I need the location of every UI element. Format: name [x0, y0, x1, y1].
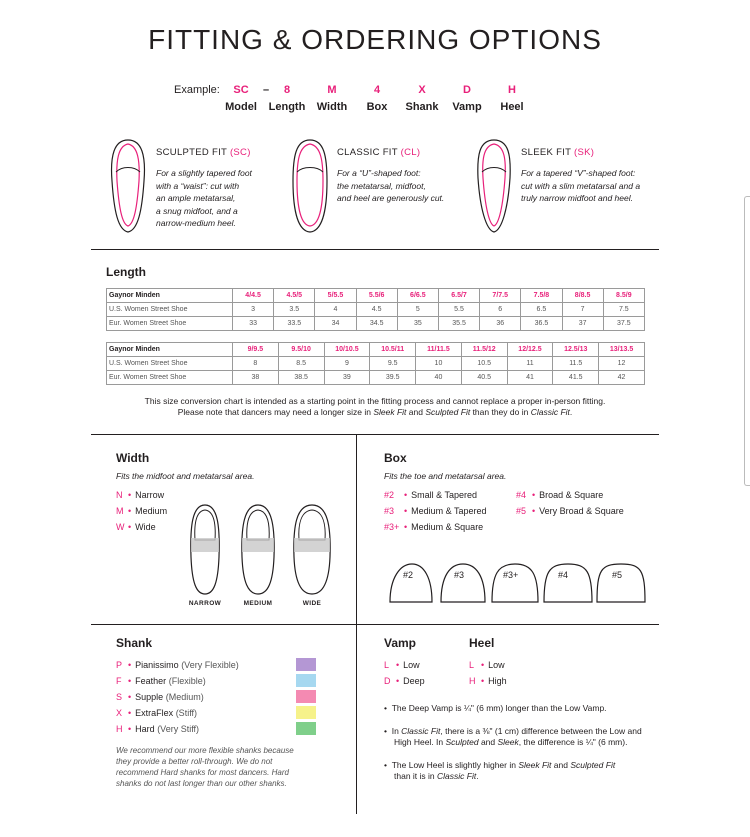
heel-bullet-2: • In Classic Fit, there is a ⅜" (1 cm) difference between the Low and High Heel. In Sculpted and Sleek, the difference is ¼" (6 mm).: [384, 726, 642, 747]
option-label: Low: [403, 660, 420, 670]
bullet-text: and: [551, 760, 571, 770]
note-text: and: [406, 407, 426, 417]
table-cell: 36: [480, 317, 521, 331]
option-label: High: [488, 676, 507, 686]
fit-classic-desc-line: and heel are generously cut.: [337, 193, 445, 203]
fit-classic: [337, 147, 472, 205]
table-cell: 41: [507, 371, 553, 385]
option-code: X: [116, 708, 123, 718]
table-cell: 8.5/9: [603, 289, 644, 303]
table-cell: Gaynor Minden: [107, 343, 233, 357]
box-options-left: [384, 487, 487, 535]
table-cell: 36.5: [521, 317, 562, 331]
table-cell: 12.5/13: [553, 343, 599, 357]
shank-options: [116, 657, 239, 737]
option-code: M: [116, 506, 124, 516]
fit-sleek-desc-line: cut with a slim metatarsal and a: [521, 180, 641, 191]
shank-note-line: We recommend our more flexible shanks because: [116, 746, 294, 755]
option-label: Feather: [135, 676, 167, 686]
box-heading: Box: [384, 451, 407, 465]
example-name-vamp: Vamp: [452, 101, 482, 113]
box-shape-label: #3: [454, 570, 465, 580]
note-text: .: [569, 407, 573, 417]
table-cell: 6.5: [521, 303, 562, 317]
table-cell: U.S. Women Street Shoe: [107, 303, 233, 317]
example-name-heel: Heel: [500, 101, 524, 113]
table-row: [107, 371, 645, 385]
example-label: Example:: [174, 84, 220, 96]
fit-sleek-desc-line: truly narrow midfoot and heel.: [521, 193, 633, 203]
table-cell: 5.5: [438, 303, 479, 317]
bullet-text: Sleek: [497, 737, 519, 747]
note-text: Sleek Fit: [373, 407, 407, 417]
option-detail: (Flexible): [168, 676, 206, 686]
table-cell: 12: [599, 357, 645, 371]
example-code-width: M: [327, 84, 337, 96]
table-cell: 6.5/7: [438, 289, 479, 303]
option-label: Wide: [135, 522, 156, 532]
divider: [91, 249, 659, 250]
length-note: [91, 396, 659, 418]
table-row: [107, 289, 645, 303]
vamp-option: D • Deep: [384, 673, 425, 689]
example-code-shank: X: [418, 84, 426, 96]
box-option: #2 • Small & Tapered: [384, 487, 487, 503]
table-cell: Eur. Women Street Shoe: [107, 317, 233, 331]
bullet-text: In: [391, 726, 402, 736]
table-cell: 7/7.5: [480, 289, 521, 303]
table-cell: 9.5: [370, 357, 416, 371]
length-note-line-2: [91, 407, 659, 418]
table-cell: 5/5.5: [315, 289, 356, 303]
shank-option: X • ExtraFlex (Stiff): [116, 705, 239, 721]
table-cell: Gaynor Minden: [107, 289, 233, 303]
option-detail: (Medium): [165, 692, 204, 702]
table-cell: 3.5: [274, 303, 315, 317]
table-cell: 5: [397, 303, 438, 317]
table-cell: 7.5: [603, 303, 644, 317]
shank-option: H • Hard (Very Stiff): [116, 721, 239, 737]
table-cell: 35: [397, 317, 438, 331]
bullet-text: High Heel. In: [394, 737, 446, 747]
length-table-1: [106, 288, 645, 331]
box-shape-label: #2: [403, 570, 414, 580]
divider: [91, 624, 659, 625]
table-cell: 34.5: [356, 317, 397, 331]
option-label: Medium & Square: [411, 522, 484, 532]
table-cell: 10: [416, 357, 462, 371]
box-shape-label: #5: [612, 570, 623, 580]
example-dash: –: [262, 84, 270, 96]
heel-bullet-3: • The Low Heel is slightly higher in Sleek Fit and Sculpted Fit than it is in Classic Fit.: [384, 760, 616, 781]
option-label: Deep: [403, 676, 425, 686]
bullet-text: Sculpted Fit: [570, 760, 616, 770]
option-code: L: [384, 660, 390, 670]
table-cell: U.S. Women Street Shoe: [107, 357, 233, 371]
table-cell: 12/12.5: [507, 343, 553, 357]
fit-sculpted: [156, 147, 286, 230]
fit-sleek: [521, 147, 661, 205]
width-option: N • Narrow: [116, 487, 167, 503]
table-cell: 39: [324, 371, 370, 385]
width-option: W • Wide: [116, 519, 167, 535]
width-heading: Width: [116, 451, 150, 465]
table-cell: 6: [480, 303, 521, 317]
table-cell: 41.5: [553, 371, 599, 385]
table-cell: 38: [233, 371, 279, 385]
box-shape-label: #4: [558, 570, 569, 580]
option-code: L: [469, 660, 475, 670]
fit-sculpted-desc-line: a snug midfoot, and a: [156, 205, 238, 216]
table-cell: 3: [233, 303, 274, 317]
option-code: #2: [384, 490, 395, 500]
table-cell: 10.5/11: [370, 343, 416, 357]
table-cell: 4.5: [356, 303, 397, 317]
table-cell: 9.5/10: [278, 343, 324, 357]
note-text: than they do in: [470, 407, 531, 417]
divider: [91, 434, 659, 435]
width-options: [116, 487, 167, 535]
option-detail: (Very Stiff): [157, 724, 200, 734]
option-code: P: [116, 660, 123, 670]
fit-sculpted-code: (SC): [229, 147, 251, 158]
option-code: F: [116, 676, 122, 686]
table-cell: 33.5: [274, 317, 315, 331]
option-code: #3: [384, 506, 395, 516]
table-row: [107, 317, 645, 331]
box-shape-label: #3+: [503, 570, 519, 580]
heel-heading: Heel: [469, 636, 495, 650]
option-code: #5: [516, 506, 527, 516]
shank-option: P • Pianissimo (Very Flexible): [116, 657, 239, 673]
bullet-text: , the difference is ¼" (6 mm).: [518, 737, 628, 747]
table-cell: 9/9.5: [233, 343, 279, 357]
box-option: #4 • Broad & Square: [516, 487, 624, 503]
table-cell: 8: [233, 357, 279, 371]
fit-sculpted-desc-line: with a “waist”: cut with: [156, 180, 240, 191]
bullet-text: The Low Heel is slightly higher in: [391, 760, 519, 770]
example-name-width: Width: [316, 101, 348, 113]
table-cell: 11/11.5: [416, 343, 462, 357]
bullet-text: Classic Fit: [401, 726, 441, 736]
shank-note: [116, 745, 294, 789]
option-code: N: [116, 490, 123, 500]
bullet-text: Sculpted: [445, 737, 479, 747]
table-cell: 9: [324, 357, 370, 371]
shank-option: F • Feather (Flexible): [116, 673, 239, 689]
bullet-text: Classic Fit: [437, 771, 477, 781]
example-name-model: Model: [225, 101, 257, 113]
shank-color-swatch: [296, 722, 316, 735]
bullet-text: than it is in: [394, 771, 437, 781]
table-cell: 40.5: [461, 371, 507, 385]
shank-color-swatch: [296, 658, 316, 671]
table-cell: 4.5/5: [274, 289, 315, 303]
fit-classic-name: CLASSIC FIT: [337, 147, 398, 158]
bullet-text: The Deep Vamp is ¼" (6 mm) longer than the Low Vamp.: [391, 703, 607, 713]
table-cell: 8.5: [278, 357, 324, 371]
shank-color-swatch: [296, 690, 316, 703]
box-shapes: [386, 560, 651, 606]
shank-color-swatch: [296, 706, 316, 719]
option-code: #4: [516, 490, 527, 500]
example-code-box: 4: [373, 84, 381, 96]
table-cell: 37.5: [603, 317, 644, 331]
table-cell: 13/13.5: [599, 343, 645, 357]
fit-sculpted-desc-line: For a slightly tapered foot: [156, 168, 252, 178]
table-cell: 10/10.5: [324, 343, 370, 357]
option-label: Narrow: [135, 490, 165, 500]
fit-classic-code: (CL): [400, 147, 421, 158]
option-code: #3+: [384, 522, 400, 532]
table-cell: 42: [599, 371, 645, 385]
fit-sleek-name: SLEEK FIT: [521, 147, 572, 158]
narrow-shoe-icon: [191, 505, 219, 594]
bullet-text: Sleek Fit: [518, 760, 552, 770]
note-text: Please note that dancers may need a longer size in: [177, 407, 374, 417]
width-option: M • Medium: [116, 503, 167, 519]
option-detail: (Stiff): [175, 708, 198, 718]
example-code-heel: H: [508, 84, 516, 96]
fit-classic-desc-line: the metatarsal, midfoot,: [337, 180, 426, 191]
medium-label: MEDIUM: [243, 600, 273, 607]
table-cell: Eur. Women Street Shoe: [107, 371, 233, 385]
bullet-text: and: [478, 737, 498, 747]
table-cell: 40: [416, 371, 462, 385]
fit-classic-desc-line: For a “U”-shaped foot:: [337, 168, 421, 178]
example-name-length: Length: [268, 101, 306, 113]
option-label: Broad & Square: [539, 490, 604, 500]
example-code-model: SC: [233, 84, 249, 96]
narrow-label: NARROW: [188, 600, 222, 607]
table-cell: 33: [233, 317, 274, 331]
table-cell: 38.5: [278, 371, 324, 385]
table-row: [107, 357, 645, 371]
table-row: [107, 303, 645, 317]
length-table-2: [106, 342, 645, 385]
option-label: Hard: [135, 724, 155, 734]
heel-options: [469, 657, 507, 689]
length-note-line-1: This size conversion chart is intended as a starting point in the fitting process and cannot replace a proper in-person fitting.: [144, 396, 606, 406]
option-label: Medium & Tapered: [411, 506, 487, 516]
shank-note-line: shanks do not last longer than our other shanks.: [116, 779, 287, 788]
width-shoes-illustration: [186, 502, 346, 598]
option-code: W: [116, 522, 125, 532]
length-heading: Length: [106, 265, 146, 279]
option-code: S: [116, 692, 123, 702]
option-code: H: [116, 724, 123, 734]
shank-heading: Shank: [116, 636, 153, 650]
heel-option: L • Low: [469, 657, 507, 673]
option-label: Medium: [135, 506, 168, 516]
shank-color-swatch: [296, 674, 316, 687]
table-cell: 39.5: [370, 371, 416, 385]
table-cell: 5.5/6: [356, 289, 397, 303]
example-name-shank: Shank: [405, 101, 439, 113]
box-subtitle: Fits the toe and metatarsal area.: [384, 471, 507, 481]
option-label: ExtraFlex: [135, 708, 174, 718]
table-cell: 7: [562, 303, 603, 317]
table-cell: 8/8.5: [562, 289, 603, 303]
shank-note-line: recommend Hard shanks for most dancers. Hard: [116, 768, 289, 777]
table-cell: 11: [507, 357, 553, 371]
fit-sculpted-desc-line: narrow-medium heel.: [156, 218, 236, 228]
table-cell: 11.5: [553, 357, 599, 371]
bullet-text: , there is a ⅜" (1 cm) difference between the Low and: [440, 726, 642, 736]
vamp-options: [384, 657, 425, 689]
medium-shoe-icon: [242, 505, 274, 594]
box-option: #3+ • Medium & Square: [384, 519, 487, 535]
fit-sculpted-name: SCULPTED FIT: [156, 147, 227, 158]
sculpted-shoe-icon: [108, 136, 148, 236]
box-options-right: [516, 487, 624, 519]
page-title: FITTING & ORDERING OPTIONS: [148, 24, 602, 55]
fit-sleek-desc-line: For a tapered “V”-shaped foot:: [521, 168, 636, 178]
option-label: Small & Tapered: [411, 490, 478, 500]
table-cell: 4: [315, 303, 356, 317]
box-option: #5 • Very Broad & Square: [516, 503, 624, 519]
option-code: D: [384, 676, 391, 686]
table-cell: 6/6.5: [397, 289, 438, 303]
option-code: H: [469, 676, 476, 686]
vamp-option: L • Low: [384, 657, 425, 673]
box-option: #3 • Medium & Tapered: [384, 503, 487, 519]
scrollbar[interactable]: [744, 196, 750, 486]
sleek-shoe-icon: [474, 136, 514, 236]
table-cell: 35.5: [438, 317, 479, 331]
note-text: Sculpted Fit: [425, 407, 471, 417]
example-code-vamp: D: [463, 84, 471, 96]
classic-shoe-icon: [290, 136, 330, 236]
option-detail: (Very Flexible): [181, 660, 239, 670]
wide-label: WIDE: [302, 600, 322, 607]
shank-option: S • Supple (Medium): [116, 689, 239, 705]
table-cell: 37: [562, 317, 603, 331]
wide-shoe-icon: [294, 505, 330, 594]
bullet-text: .: [476, 771, 479, 781]
vamp-heading: Vamp: [384, 636, 417, 650]
option-label: Low: [488, 660, 505, 670]
fit-sleek-code: (SK): [574, 147, 595, 158]
table-cell: 10.5: [461, 357, 507, 371]
table-cell: 34: [315, 317, 356, 331]
note-text: Classic Fit: [530, 407, 570, 417]
table-cell: 4/4.5: [233, 289, 274, 303]
table-cell: 7.5/8: [521, 289, 562, 303]
heel-option: H • High: [469, 673, 507, 689]
option-label: Pianissimo: [135, 660, 179, 670]
example-name-box: Box: [366, 101, 388, 113]
table-cell: 11.5/12: [461, 343, 507, 357]
vamp-bullet-1: • The Deep Vamp is ¼" (6 mm) longer than the Low Vamp.: [384, 703, 607, 713]
example-code-length: 8: [283, 84, 291, 96]
option-label: Very Broad & Square: [539, 506, 624, 516]
option-label: Supple: [135, 692, 164, 702]
width-subtitle: Fits the midfoot and metatarsal area.: [116, 471, 255, 481]
table-row: [107, 343, 645, 357]
shank-note-line: they provide a better roll-through. We do not: [116, 757, 273, 766]
fit-sculpted-desc-line: an ample metatarsal,: [156, 193, 236, 203]
